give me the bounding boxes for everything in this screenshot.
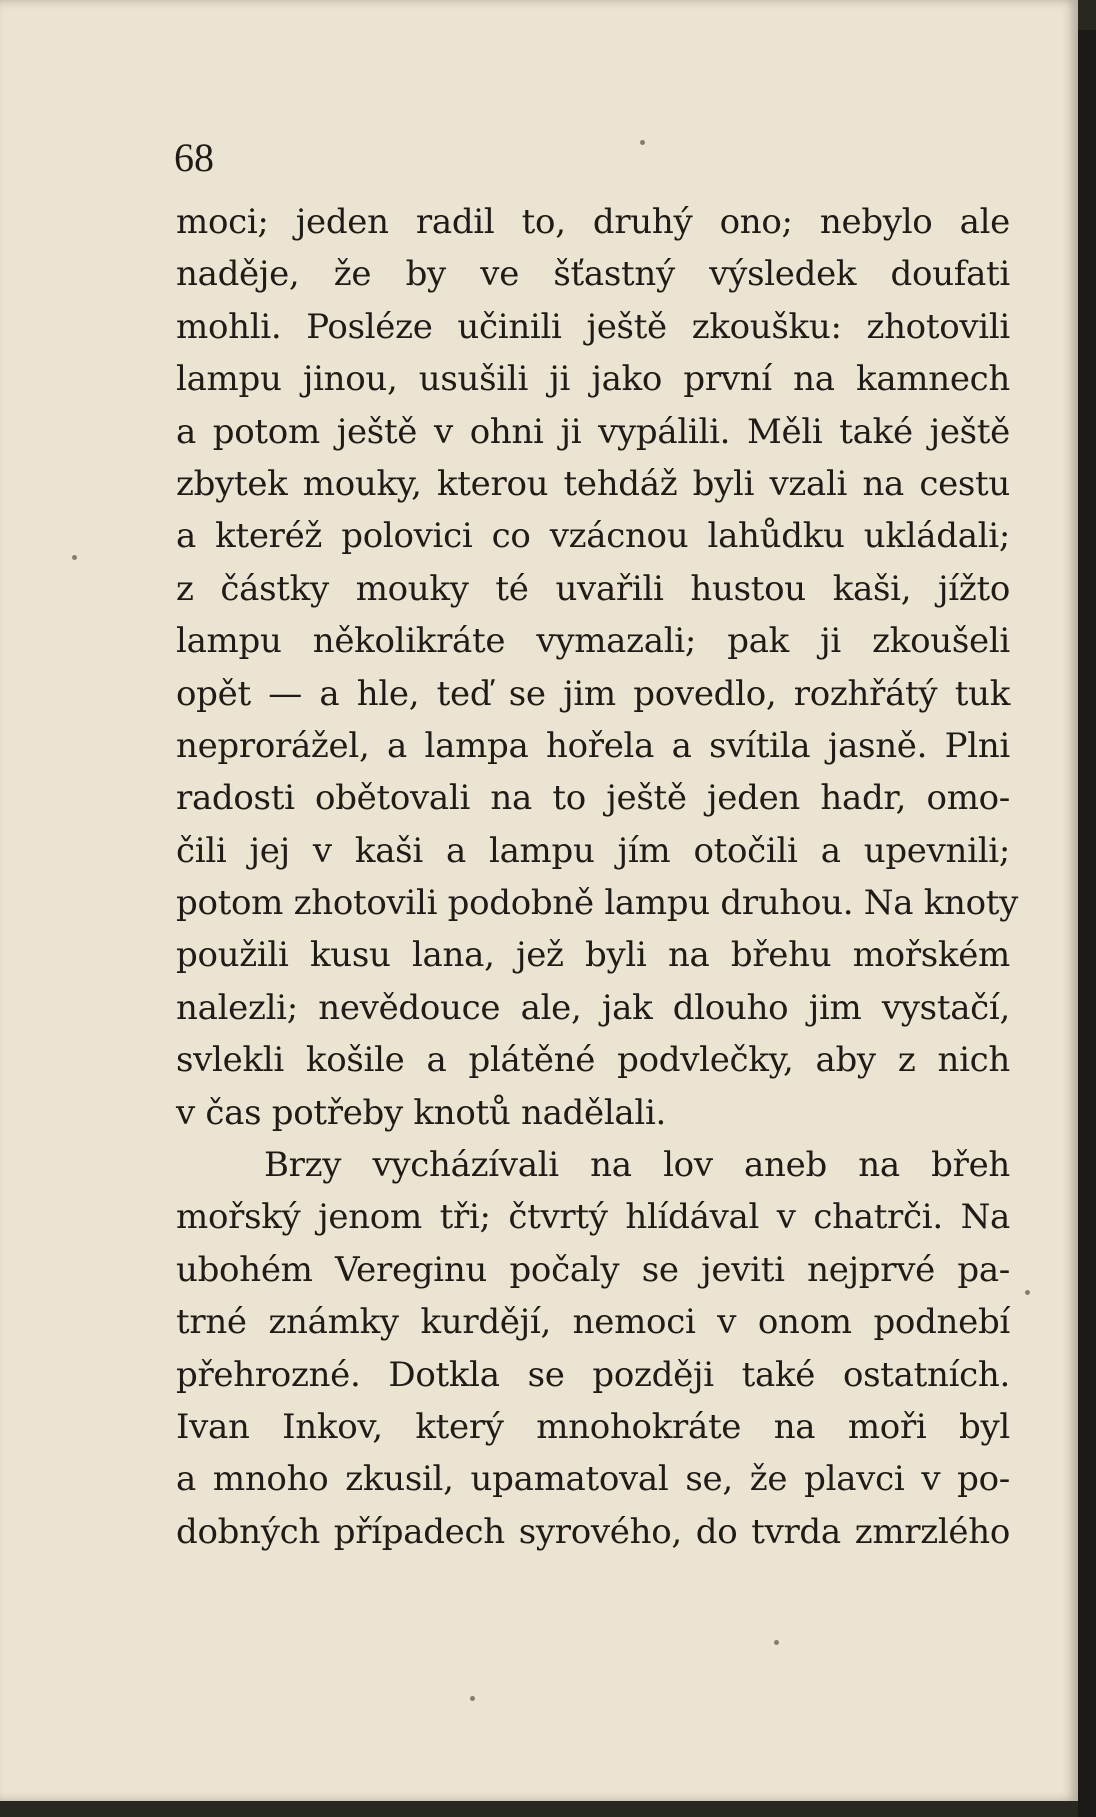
text-line: a potom ještě v ohni ji vypálili. Měli také ještě xyxy=(176,411,1010,452)
text-line: radosti obětovali na to ještě jeden hadr, omo- xyxy=(176,778,1010,819)
text-line: mohli. Posléze učinili ještě zkoušku: zhotovili xyxy=(176,306,1010,347)
text-line: mořský jenom tři; čtvrtý hlídával v chatrči. Na xyxy=(176,1197,1010,1238)
text-line: lampu několikráte vymazali; pak ji zkoušeli xyxy=(176,621,1010,662)
text-line: použili kusu lana, jež byli na břehu mořském xyxy=(176,935,1010,976)
text-line: a kteréž polovici co vzácnou lahůdku ukládali; xyxy=(176,516,1010,557)
text-line: ubohém Vereginu počaly se jeviti nejprvé pa- xyxy=(176,1249,1010,1290)
text-line: dobných případech syrového, do tvrda zmrzlého xyxy=(176,1511,1010,1552)
page-number: 68 xyxy=(174,135,214,180)
page-edge-shadow xyxy=(1078,30,1096,1817)
text-line: naděje, že by ve šťastný výsledek doufati xyxy=(176,254,1010,295)
text-line: a mnoho zkusil, upamatoval se, že plavci v po- xyxy=(176,1459,1010,1500)
text-line: neprorážel, a lampa hořela a svítila jasně. Plni xyxy=(176,725,1010,766)
body-text xyxy=(176,196,1019,1558)
text-line: zbytek mouky, kterou tehdáž byli vzali na cestu xyxy=(176,463,1010,504)
text-line: trné známky kurdějí, nemoci v onom podnebí xyxy=(176,1302,1010,1343)
text-line: přehrozné. Dotkla se později také ostatních. xyxy=(176,1354,1010,1395)
text-line: opět — a hle, teď se jim povedlo, rozhřátý tuk xyxy=(176,673,1010,714)
text-line: lampu jinou, usušili ji jako první na kamnech xyxy=(176,359,1010,400)
paragraph-end-line: v čas potřeby knotů nadělali. xyxy=(176,1092,667,1133)
paper-speck xyxy=(1025,1290,1030,1295)
paper-speck xyxy=(72,555,77,560)
text-line: Ivan Inkov, který mnohokráte na moři byl xyxy=(176,1406,1010,1447)
text-line: čili jej v kaši a lampu jím otočili a upevnili; xyxy=(176,830,1010,871)
paper-speck xyxy=(774,1640,779,1645)
text-line: z částky mouky té uvařili hustou kaši, jížto xyxy=(176,568,1010,609)
text-line: nalezli; nevědouce ale, jak dlouho jim vystačí, xyxy=(176,987,1010,1028)
text-line: svlekli košile a plátěné podvlečky, aby z nich xyxy=(176,1040,1010,1081)
paper-speck xyxy=(470,1696,475,1701)
paragraph-start-line: Brzy vycházívali na lov aneb na břeh xyxy=(264,1145,1010,1186)
paper-speck xyxy=(640,140,645,145)
text-line: moci; jeden radil to, druhý ono; nebylo ale xyxy=(176,202,1010,242)
text-line: potom zhotovili podobně lampu druhou. Na knoty xyxy=(176,883,1019,924)
